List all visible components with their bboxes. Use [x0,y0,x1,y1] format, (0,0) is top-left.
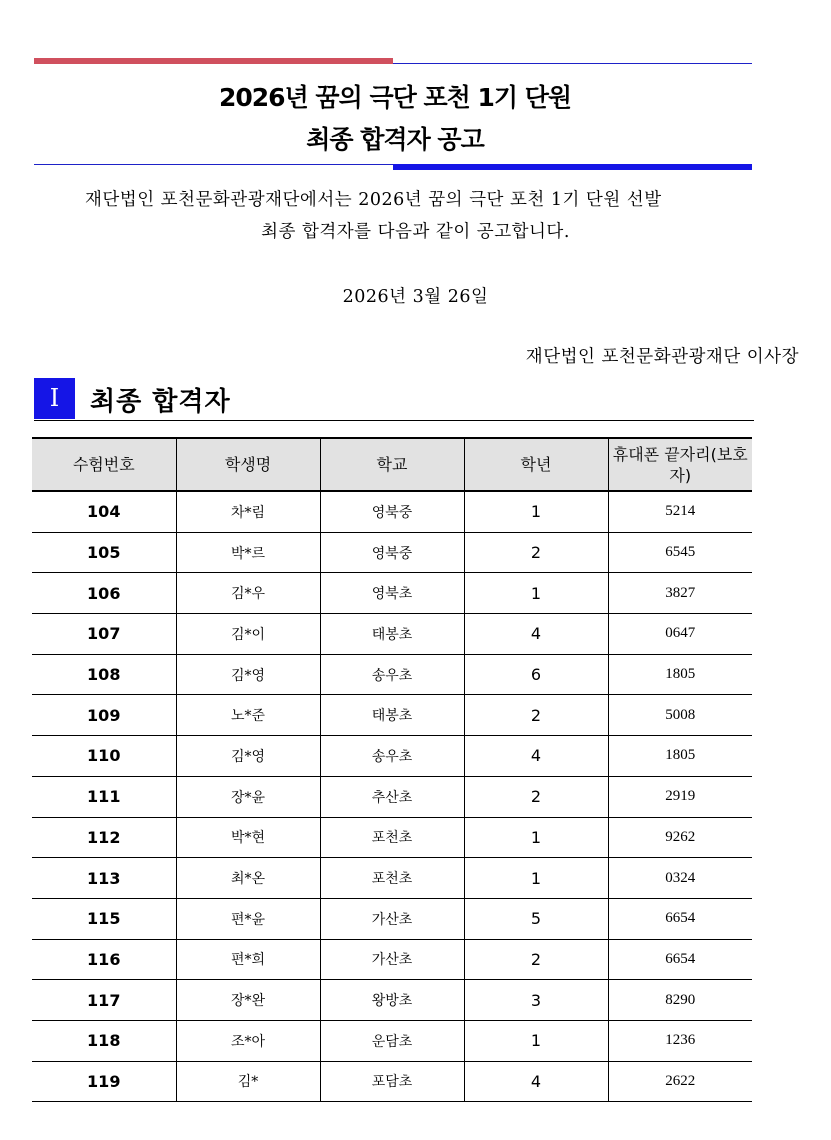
phone-suffix-cell: 9262 [608,817,752,858]
student-name-cell: 김*영 [176,654,320,695]
phone-suffix-cell: 5008 [608,695,752,736]
school-cell: 추산초 [320,776,464,817]
student-name-cell: 김*이 [176,614,320,655]
exam-number-cell: 109 [32,695,176,736]
table-row [32,939,752,980]
student-name-cell: 박*르 [176,532,320,573]
table-row [32,1020,752,1061]
exam-number-cell: 119 [32,1061,176,1102]
phone-suffix-cell: 8290 [608,980,752,1021]
table-row [32,695,752,736]
grade-cell: 4 [464,1061,608,1102]
school-cell: 태봉초 [320,614,464,655]
exam-number-cell: 113 [32,858,176,899]
table-row [32,980,752,1021]
section-number-badge: I [34,378,75,419]
exam-number-cell: 105 [32,532,176,573]
header-bottom-blue-bar [393,164,752,170]
school-cell: 가산초 [320,939,464,980]
phone-suffix-cell: 0324 [608,858,752,899]
table-row [32,736,752,777]
school-cell: 포천초 [320,858,464,899]
intro-line1: 재단법인 포천문화관광재단에서는 2026년 꿈의 극단 포천 1기 단원 선발 [85,190,662,210]
phone-suffix-cell: 1805 [608,654,752,695]
exam-number-cell: 108 [32,654,176,695]
header-school: 학교 [320,438,464,491]
student-name-cell: 조*아 [176,1020,320,1061]
grade-cell: 6 [464,654,608,695]
exam-number-cell: 104 [32,491,176,532]
header-phone-suffix: 휴대폰 끝자리(보호자) [608,438,752,491]
school-cell: 송우초 [320,736,464,777]
exam-number-cell: 107 [32,614,176,655]
header-top-red-bar [34,58,393,64]
grade-cell: 1 [464,817,608,858]
header-student-name: 학생명 [176,438,320,491]
phone-suffix-cell: 6654 [608,898,752,939]
page-title-line1: 2026년 꿈의 극단 포천 1기 단원 [219,83,571,112]
header-exam-number: 수험번호 [32,438,176,491]
table-row [32,898,752,939]
phone-suffix-cell: 1236 [608,1020,752,1061]
table-row [32,573,752,614]
phone-suffix-cell: 0647 [608,614,752,655]
header-bottom-blue-line [34,164,393,165]
issuing-organization: 재단법인 포천문화관광재단 이사장 [525,347,799,367]
student-name-cell: 김* [176,1061,320,1102]
school-cell: 포담초 [320,1061,464,1102]
school-cell: 영북중 [320,532,464,573]
exam-number-cell: 112 [32,817,176,858]
table-row [32,532,752,573]
section-divider [34,420,754,421]
student-name-cell: 김*우 [176,573,320,614]
student-name-cell: 편*윤 [176,898,320,939]
table-row [32,817,752,858]
grade-cell: 1 [464,573,608,614]
table-row [32,858,752,899]
grade-cell: 4 [464,614,608,655]
table-row [32,654,752,695]
school-cell: 영북중 [320,491,464,532]
school-cell: 포천초 [320,817,464,858]
phone-suffix-cell: 6545 [608,532,752,573]
grade-cell: 2 [464,939,608,980]
table-row [32,776,752,817]
phone-suffix-cell: 5214 [608,491,752,532]
school-cell: 운담초 [320,1020,464,1061]
school-cell: 영북초 [320,573,464,614]
section-title: 최종 합격자 [90,387,231,417]
phone-suffix-cell: 2919 [608,776,752,817]
student-name-cell: 김*영 [176,736,320,777]
header-top-blue-line [393,63,752,64]
announcement-date: 2026년 3월 26일 [342,287,489,307]
school-cell: 송우초 [320,654,464,695]
table-row [32,614,752,655]
school-cell: 가산초 [320,898,464,939]
grade-cell: 2 [464,776,608,817]
grade-cell: 1 [464,491,608,532]
school-cell: 태봉초 [320,695,464,736]
grade-cell: 1 [464,858,608,899]
exam-number-cell: 118 [32,1020,176,1061]
page-title-line2: 최종 합격자 공고 [306,125,484,154]
results-table [32,437,752,1102]
student-name-cell: 장*완 [176,980,320,1021]
phone-suffix-cell: 3827 [608,573,752,614]
student-name-cell: 최*온 [176,858,320,899]
grade-cell: 3 [464,980,608,1021]
student-name-cell: 편*희 [176,939,320,980]
header-grade: 학년 [464,438,608,491]
exam-number-cell: 116 [32,939,176,980]
exam-number-cell: 111 [32,776,176,817]
intro-line2: 최종 합격자를 다음과 같이 공고합니다. [261,222,570,242]
grade-cell: 5 [464,898,608,939]
table-row [32,1061,752,1102]
exam-number-cell: 106 [32,573,176,614]
school-cell: 왕방초 [320,980,464,1021]
grade-cell: 2 [464,532,608,573]
exam-number-cell: 110 [32,736,176,777]
exam-number-cell: 115 [32,898,176,939]
table-row [32,491,752,532]
grade-cell: 2 [464,695,608,736]
table-header-row [32,438,752,491]
grade-cell: 4 [464,736,608,777]
student-name-cell: 노*준 [176,695,320,736]
exam-number-cell: 117 [32,980,176,1021]
student-name-cell: 장*윤 [176,776,320,817]
phone-suffix-cell: 1805 [608,736,752,777]
phone-suffix-cell: 6654 [608,939,752,980]
student-name-cell: 박*현 [176,817,320,858]
student-name-cell: 차*림 [176,491,320,532]
grade-cell: 1 [464,1020,608,1061]
phone-suffix-cell: 2622 [608,1061,752,1102]
